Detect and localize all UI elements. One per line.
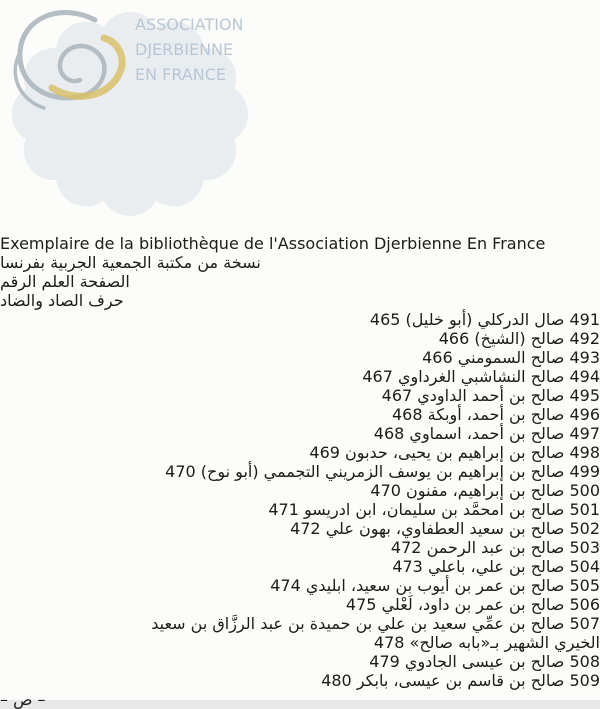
page-footer-marker: – ص – <box>0 690 46 709</box>
table-row <box>0 538 600 557</box>
entry-name: صالح بن عمر بن داود، لَعْلي <box>381 595 565 614</box>
entry-page: 480 <box>321 671 352 690</box>
section-title: حرف الصاد والضاد <box>0 291 124 310</box>
entry-number: 499 <box>569 462 600 481</box>
entry-number: 509 <box>569 671 600 690</box>
entry-page: 466 <box>422 348 453 367</box>
entry-page: 467 <box>381 386 413 405</box>
table-row <box>0 443 600 462</box>
column-header-page: الصفحة <box>79 272 130 291</box>
entry-number: 501 <box>569 500 600 519</box>
entry-number: 493 <box>569 348 600 367</box>
entry-page: 475 <box>345 595 377 614</box>
entry-page: 470 <box>165 462 196 481</box>
association-stamp-watermark <box>0 0 280 230</box>
entry-name: صالح بن إبراهيم بن يحيى، حدبون <box>345 443 565 462</box>
entries-list <box>0 310 600 690</box>
entry-name: صالح بن أحمد، أوبكة <box>427 405 565 424</box>
entry-page: 467 <box>362 367 393 386</box>
scan-edge-shadow <box>596 0 600 700</box>
entry-number: 507 <box>569 614 600 633</box>
entry-name: صالح بن أحمد الداودي <box>417 386 565 405</box>
entry-page: 469 <box>309 443 340 462</box>
table-row <box>0 329 600 348</box>
entry-page: 466 <box>438 329 470 348</box>
entry-name: صالح بن إبراهيم بن يوسف الزمريني التجممي (أبو نوح) <box>200 462 565 481</box>
entry-page: 472 <box>290 519 321 538</box>
table-row <box>0 595 600 614</box>
entry-name: صالح بن علي، باعلي <box>427 557 565 576</box>
table-row <box>0 348 600 367</box>
ownership-stamp-arabic-line: نسخة من مكتبة الجمعية الجربية بفرنسا <box>0 253 261 272</box>
entry-page: 474 <box>270 576 301 595</box>
table-row <box>0 424 600 443</box>
entry-number: 503 <box>569 538 600 557</box>
entry-name: صالح بن عيسى الجادوي <box>404 652 565 671</box>
table-row <box>0 671 600 690</box>
table-row <box>0 576 600 595</box>
entry-name: صالح النشاشبي الغرداوي <box>397 367 565 386</box>
entry-number: 492 <box>569 329 600 348</box>
column-header-row <box>0 272 600 291</box>
table-row <box>0 557 600 576</box>
table-row <box>0 614 600 633</box>
entry-number: 497 <box>569 424 600 443</box>
table-row <box>0 367 600 386</box>
table-row <box>0 386 600 405</box>
entry-number: 498 <box>569 443 600 462</box>
entry-number: 504 <box>569 557 600 576</box>
entry-name: صالح بن امحمَّد بن سليمان، ابن ادريسو <box>303 500 565 519</box>
stamp-text-line-3: EN FRANCE <box>135 65 227 84</box>
entry-number: 491 <box>569 310 600 329</box>
column-header-name: العلم <box>41 272 75 291</box>
entry-name: صالح السمومني <box>457 348 565 367</box>
entry-number: 500 <box>569 481 600 500</box>
stamp-text-line-2: DJERBIENNE <box>135 40 234 59</box>
entry-page: 472 <box>390 538 422 557</box>
entry-number: 506 <box>569 595 600 614</box>
entry-number: 495 <box>569 386 600 405</box>
entry-page: 479 <box>369 652 400 671</box>
entry-name: صال الدركلي (أبو خليل) <box>405 310 565 329</box>
table-row <box>0 310 600 329</box>
column-header-number: الرقم <box>0 272 37 291</box>
entry-number: 505 <box>569 576 600 595</box>
table-row <box>0 500 600 519</box>
entry-name: صالح بن أحمد، اسماوي <box>409 424 565 443</box>
entry-name: صالح بن سعيد العطفاوي، بهون علي <box>325 519 565 538</box>
entry-number: 494 <box>569 367 600 386</box>
entry-page: 468 <box>391 405 423 424</box>
entry-page: 468 <box>373 424 405 443</box>
entry-name: الخيري الشهير بـ«بابه صالح» <box>409 633 600 652</box>
table-row <box>0 652 600 671</box>
entry-page: 473 <box>392 557 423 576</box>
entry-number: 502 <box>569 519 600 538</box>
table-row <box>0 405 600 424</box>
table-row <box>0 462 600 481</box>
table-row <box>0 481 600 500</box>
entry-number: 496 <box>569 405 600 424</box>
entry-page: 465 <box>369 310 401 329</box>
stamp-text-line-1: ASSOCIATION <box>135 15 244 34</box>
entry-name: صالح بن عمِّي سعيد بن علي بن حميدة بن عبد الرزَّاق بن سعيد <box>151 614 565 633</box>
entry-name: صالح بن عبد الرحمن <box>426 538 565 557</box>
entry-page: 478 <box>373 633 405 652</box>
entry-page: 471 <box>268 500 299 519</box>
table-row <box>0 633 600 652</box>
entry-page: 470 <box>370 481 401 500</box>
table-row <box>0 519 600 538</box>
entry-name: صالح بن قاسم بن عيسى، بابكر <box>356 671 565 690</box>
entry-name: صالح بن عمر بن أيوب بن سعيد، ابليدي <box>305 576 565 595</box>
entry-name: صالح (الشيخ) <box>474 329 565 348</box>
ownership-stamp-french-line: Exemplaire de la bibliothèque de l'Association Djerbienne En France <box>0 234 546 253</box>
entry-number: 508 <box>569 652 600 671</box>
entry-name: صالح بن إبراهيم، مفنون <box>406 481 565 500</box>
